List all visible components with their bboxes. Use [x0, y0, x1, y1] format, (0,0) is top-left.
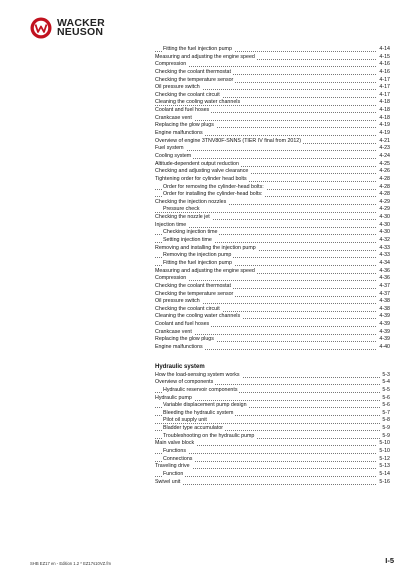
- toc-entry-label: Checking the coolant circuit: [155, 305, 220, 312]
- toc-entry[interactable]: [155, 107, 390, 115]
- toc-entry-page: 4-18: [379, 99, 390, 106]
- toc-entry-label: Fitting the fuel injection pump: [163, 46, 232, 52]
- toc-entry-label: Compression: [155, 61, 187, 68]
- toc-entry-page: 4-39: [379, 313, 390, 320]
- toc-entry[interactable]: [155, 321, 390, 329]
- toc-entry-page: 4-33: [379, 244, 390, 251]
- toc-entry-label: Traveling drive: [155, 463, 190, 470]
- toc-leader-dots: [155, 66, 390, 67]
- toc-entry-page: 5-13: [379, 463, 390, 470]
- toc-entry[interactable]: [155, 153, 390, 161]
- toc-leader-dots: [155, 150, 390, 151]
- toc-entry-label: Pilot oil supply unit: [163, 417, 207, 424]
- toc-entry[interactable]: [155, 402, 390, 410]
- toc-entry-page: 4-25: [379, 160, 390, 167]
- toc-entry[interactable]: [155, 237, 390, 245]
- brand-line1: WACKER: [57, 16, 105, 29]
- toc-entry[interactable]: [155, 291, 390, 299]
- toc-entry[interactable]: [155, 191, 390, 199]
- toc-entry-label: Tightening order for cylinder head bolts: [155, 175, 247, 182]
- toc-entry-page: 4-37: [379, 290, 390, 297]
- toc-entry[interactable]: [155, 298, 390, 306]
- toc-engine-list: [155, 46, 390, 352]
- toc-entry-page: 4-16: [379, 68, 390, 75]
- toc-entry-page: 4-30: [379, 229, 390, 236]
- toc-leader-dots: [155, 280, 390, 281]
- toc-entry[interactable]: [155, 471, 390, 479]
- toc-entry[interactable]: [155, 145, 390, 153]
- toc-entry[interactable]: [155, 387, 390, 395]
- toc-entry-page: 4-30: [379, 221, 390, 228]
- toc-entry-page: 4-23: [379, 145, 390, 152]
- toc-entry-page: 4-14: [379, 46, 390, 52]
- toc-entry-page: 4-17: [379, 84, 390, 91]
- toc-entry-page: 5-5: [382, 386, 390, 393]
- toc-entry-label: Checking the nozzle jet: [155, 214, 210, 221]
- toc-entry-label: Engine malfunctions: [155, 130, 203, 137]
- toc-entry[interactable]: [155, 268, 390, 276]
- toc-entry[interactable]: [155, 440, 390, 448]
- toc-entry[interactable]: [155, 479, 390, 487]
- toc-entry-page: 5-7: [382, 409, 390, 416]
- toc-entry-page: 5-12: [379, 455, 390, 462]
- toc-entry[interactable]: [155, 84, 390, 92]
- toc-entry[interactable]: [155, 252, 390, 260]
- toc-entry-page: 4-39: [379, 336, 390, 343]
- toc-entry-label: Order for removing the cylinder-head bolts:: [163, 183, 264, 190]
- toc-entry-label: Overview of components: [155, 379, 214, 386]
- toc-entry-page: 4-36: [379, 275, 390, 282]
- toc-entry[interactable]: [155, 283, 390, 291]
- toc-entry-page: 4-24: [379, 152, 390, 159]
- toc-entry[interactable]: [155, 417, 390, 425]
- toc-entry[interactable]: [155, 54, 390, 62]
- toc-leader-dots: [155, 227, 390, 228]
- toc-entry-label: Checking the coolant thermostat: [155, 282, 231, 289]
- toc-entry-label: Cleaning the cooling water channels: [155, 313, 241, 320]
- toc-entry[interactable]: [155, 260, 390, 268]
- toc-entry[interactable]: [155, 214, 390, 222]
- toc-entry[interactable]: [155, 463, 390, 471]
- toc-entry-label: Fuel system: [155, 145, 184, 152]
- toc-entry-label: Pressure check: [163, 206, 200, 213]
- toc-entry-page: 4-33: [379, 252, 390, 259]
- section-heading-hydraulic: Hydraulic system: [155, 363, 205, 370]
- toc-entry-page: 4-34: [379, 259, 390, 266]
- toc-entry-label: Coolant and fuel hoses: [155, 107, 210, 114]
- footer-page-number: I-5: [385, 556, 394, 565]
- toc-entry[interactable]: [155, 138, 390, 146]
- toc-entry-page: 5-10: [379, 440, 390, 447]
- toc-entry-page: 4-38: [379, 298, 390, 305]
- toc-entry[interactable]: [155, 122, 390, 130]
- toc-entry-label: Cleaning the cooling water channels: [155, 99, 241, 106]
- toc-entry[interactable]: [155, 130, 390, 138]
- toc-entry-label: Hydraulic pump: [155, 394, 192, 401]
- toc-entry-label: Measuring and adjusting the engine speed: [155, 53, 255, 60]
- toc-entry-label: Altitude-dependent output reduction: [155, 160, 239, 167]
- toc-entry-page: 4-39: [379, 321, 390, 328]
- toc-entry-page: 4-39: [379, 328, 390, 335]
- toc-entry-page: 4-19: [379, 130, 390, 137]
- toc-entry-page: 5-3: [382, 371, 390, 378]
- toc-entry[interactable]: [155, 379, 390, 387]
- toc-entry-label: Cooling system: [155, 152, 192, 159]
- toc-entry-label: Injection time: [155, 221, 187, 228]
- toc-entry-page: 5-9: [382, 425, 390, 432]
- toc-entry-page: 5-16: [379, 478, 390, 485]
- toc-entry-page: 5-8: [382, 417, 390, 424]
- toc-entry-page: 4-21: [379, 137, 390, 144]
- toc-entry[interactable]: [155, 176, 390, 184]
- toc-entry[interactable]: [155, 275, 390, 283]
- toc-leader-dots: [155, 484, 390, 485]
- toc-entry-page: 4-28: [379, 183, 390, 190]
- toc-entry-label: Connections: [163, 455, 193, 462]
- toc-entry[interactable]: [155, 336, 390, 344]
- toc-entry-label: Removing and installing the injection pump: [155, 244, 256, 251]
- toc-entry[interactable]: [155, 206, 390, 214]
- toc-entry[interactable]: [155, 69, 390, 77]
- toc-leader-dots: [155, 476, 390, 477]
- toc-entry-label: Compression: [155, 275, 187, 282]
- brand-name: [57, 16, 105, 38]
- toc-entry-label: Crankcase vent: [155, 114, 192, 121]
- toc-entry[interactable]: [155, 61, 390, 69]
- toc-entry-label: Checking and adjusting valve clearance: [155, 168, 249, 175]
- toc-entry-label: Hydraulic reservoir components: [163, 386, 238, 393]
- toc-entry-page: 5-4: [382, 379, 390, 386]
- toc-entry-label: Checking the coolant circuit: [155, 91, 220, 98]
- toc-entry-label: Crankcase vent: [155, 328, 192, 335]
- toc-entry-page: 4-28: [379, 191, 390, 198]
- toc-entry[interactable]: [155, 229, 390, 237]
- toc-entry-page: 4-32: [379, 237, 390, 244]
- toc-entry-page: 4-28: [379, 175, 390, 182]
- toc-entry-page: 4-29: [379, 198, 390, 205]
- toc-entry-label: Replacing the glow plugs: [155, 122, 214, 129]
- toc-entry-label: Functions: [163, 448, 186, 455]
- toc-entry-page: 4-36: [379, 267, 390, 274]
- toc-entry-label: Checking the injection nozzles: [155, 198, 227, 205]
- toc-entry-label: Fitting the fuel injection pump: [163, 259, 232, 266]
- toc-entry[interactable]: [155, 46, 390, 54]
- toc-entry-page: 5-14: [379, 470, 390, 477]
- toc-entry[interactable]: [155, 99, 390, 107]
- toc-entry-page: 4-38: [379, 305, 390, 312]
- toc-entry-label: Checking the temperature sensor: [155, 290, 234, 297]
- toc-entry-page: 4-16: [379, 61, 390, 68]
- toc-entry-page: 4-17: [379, 91, 390, 98]
- toc-entry-page: 4-19: [379, 122, 390, 129]
- toc-entry-label: How the load-sensing system works: [155, 371, 240, 378]
- wacker-neuson-logo-icon: [30, 17, 52, 39]
- toc-entry-label: Setting injection time: [163, 237, 212, 244]
- toc-entry-page: 4-18: [379, 107, 390, 114]
- toc-entry-label: Troubleshooting on the hydraulic pump: [163, 432, 255, 439]
- table-of-contents: [155, 46, 390, 486]
- toc-entry[interactable]: [155, 168, 390, 176]
- footer-document-info: SHB EZ17 en - Edition 1.2 * EZ17s10VZ.fm: [30, 561, 111, 566]
- toc-hydraulic-list: [155, 372, 390, 487]
- toc-entry-page: 4-18: [379, 114, 390, 121]
- toc-entry-label: Checking the coolant thermostat: [155, 68, 231, 75]
- toc-entry-page: 4-37: [379, 282, 390, 289]
- toc-entry-label: Checking the temperature sensor: [155, 76, 234, 83]
- toc-entry-page: 5-6: [382, 402, 390, 409]
- toc-leader-dots: [155, 453, 390, 454]
- toc-entry-page: 5-10: [379, 448, 390, 455]
- toc-entry-page: 4-30: [379, 214, 390, 221]
- toc-entry-label: Removing the injection pump: [163, 252, 232, 259]
- brand-line2: NEUSON: [57, 26, 104, 38]
- toc-entry-label: Checking injection time: [163, 229, 218, 236]
- toc-entry-label: Order for installing the cylinder-head bolts:: [163, 191, 263, 198]
- toc-entry-page: 4-26: [379, 168, 390, 175]
- toc-entry-page: 5-6: [382, 394, 390, 401]
- toc-entry-label: Bladder type accumulator: [163, 425, 224, 432]
- toc-entry-label: Variable displacement pump design: [163, 402, 247, 409]
- toc-entry-label: Overview of engine 3TNV80F-SNNS (TIER IV final from 2012): [155, 137, 302, 144]
- toc-entry-label: Swivel unit: [155, 478, 181, 485]
- toc-entry[interactable]: [155, 448, 390, 456]
- toc-entry[interactable]: [155, 313, 390, 321]
- toc-entry-label: Function: [163, 470, 184, 477]
- toc-entry[interactable]: [155, 344, 390, 352]
- toc-entry-label: Bleeding the hydraulic system: [163, 409, 234, 416]
- toc-entry-page: 4-17: [379, 76, 390, 83]
- toc-entry-page: 4-29: [379, 206, 390, 213]
- toc-entry-page: 5-9: [382, 432, 390, 439]
- toc-entry-label: Engine malfunctions: [155, 343, 203, 350]
- brand-logo: [30, 17, 105, 39]
- toc-entry-label: Measuring and adjusting the engine speed: [155, 267, 255, 274]
- toc-entry-label: Oil pressure switch: [155, 298, 200, 305]
- toc-entry-page: 4-40: [379, 343, 390, 350]
- toc-entry-label: Main valve block: [155, 440, 195, 447]
- toc-entry[interactable]: [155, 425, 390, 433]
- toc-entry-label: Replacing the glow plugs: [155, 336, 214, 343]
- toc-entry-label: Oil pressure switch: [155, 84, 200, 91]
- toc-entry-label: Coolant and fuel hoses: [155, 321, 210, 328]
- toc-entry-page: 4-15: [379, 53, 390, 60]
